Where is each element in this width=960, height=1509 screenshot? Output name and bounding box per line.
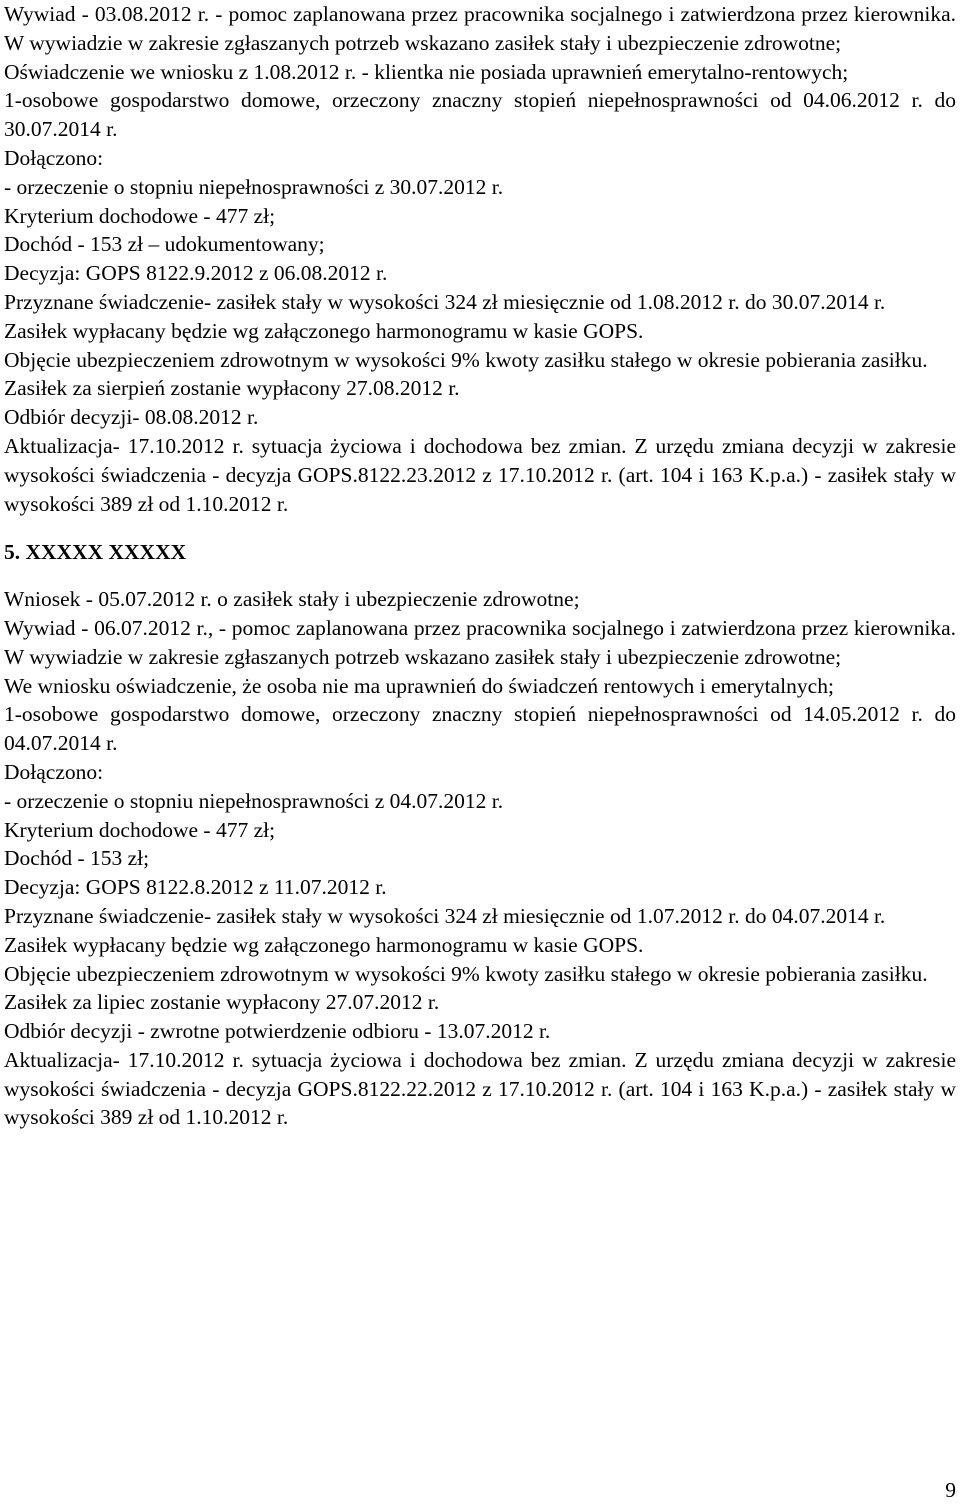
paragraph-income: Dochód - 153 zł; bbox=[4, 846, 150, 871]
paragraph-health-insurance: Objęcie ubezpieczeniem zdrowotnym w wysokości 9% kwoty zasiłku stałego w okresie pobierania zasiłku. bbox=[4, 347, 928, 372]
paragraph-interview: Wywiad - 06.07.2012 r., - pomoc zaplanowana przez pracownika socjalnego i zatwierdzona przez kierownika. W wywiadzie w zakresie zgłaszanych potrzeb wskazano zasiłek stały i ubezpieczenie zdrowotne; bbox=[4, 615, 956, 669]
paragraph-health-insurance: Objęcie ubezpieczeniem zdrowotnym w wysokości 9% kwoty zasiłku stałego w okresie pobierania zasiłku. bbox=[4, 961, 928, 986]
paragraph-update: Aktualizacja- 17.10.2012 r. sytuacja życiowa i dochodowa bez zmian. Z urzędu zmiana decyzji w zakresie wysokości świadczenia - decyzja GOPS.8122.22.2012 z 17.10.2012 r. (art. 104 i 163 K.p.a.) - zasiłek stały w wysokości 389 zł od 1.10.2012 r. bbox=[4, 1047, 956, 1130]
paragraph-household: 1-osobowe gospodarstwo domowe, orzeczony znaczny stopień niepełnosprawności od 14.05.2012 r. do 04.07.2014 r. bbox=[4, 702, 956, 756]
paragraph-statement: We wniosku oświadczenie, że osoba nie ma uprawnień do świadczeń rentowych i emerytalnych; bbox=[4, 673, 834, 698]
paragraph-attached-item: - orzeczenie o stopniu niepełnosprawności z 04.07.2012 r. bbox=[4, 788, 504, 813]
paragraph-household: 1-osobowe gospodarstwo domowe, orzeczony znaczny stopień niepełnosprawności od 04.06.2012 r. do 30.07.2014 r. bbox=[4, 88, 956, 142]
section-case-5 bbox=[4, 585, 956, 1132]
paragraph-attached-label: Dołączono: bbox=[4, 759, 104, 784]
document-page bbox=[4, 0, 956, 1132]
paragraph-decision-receipt: Odbiór decyzji - zwrotne potwierdzenie odbioru - 13.07.2012 r. bbox=[4, 1019, 551, 1044]
paragraph-granted-benefit: Przyznane świadczenie- zasiłek stały w wysokości 324 zł miesięcznie od 1.07.2012 r. do 04.07.2014 r. bbox=[4, 903, 886, 928]
paragraph-decision: Decyzja: GOPS 8122.9.2012 z 06.08.2012 r. bbox=[4, 261, 388, 286]
page-number: 9 bbox=[945, 1478, 956, 1502]
section-case-4-continuation bbox=[4, 0, 956, 518]
paragraph-income-criterion: Kryterium dochodowe - 477 zł; bbox=[4, 203, 276, 228]
paragraph-decision-receipt: Odbiór decyzji- 08.08.2012 r. bbox=[4, 405, 259, 430]
paragraph-attached-item: - orzeczenie o stopniu niepełnosprawności z 30.07.2012 r. bbox=[4, 174, 504, 199]
paragraph-update: Aktualizacja- 17.10.2012 r. sytuacja życiowa i dochodowa bez zmian. Z urzędu zmiana decyzji w zakresie wysokości świadczenia - decyzja GOPS.8122.23.2012 z 17.10.2012 r. (art. 104 i 163 K.p.a.) - zasiłek stały w wysokości 389 zł od 1.10.2012 r. bbox=[4, 433, 956, 516]
paragraph-decision: Decyzja: GOPS 8122.8.2012 z 11.07.2012 r. bbox=[4, 875, 387, 900]
paragraph-payment-date: Zasiłek za sierpień zostanie wypłacony 27.08.2012 r. bbox=[4, 376, 460, 401]
paragraph-statement: Oświadczenie we wniosku z 1.08.2012 r. - klientka nie posiada uprawnień emerytalno-rentowych; bbox=[4, 59, 849, 84]
paragraph-granted-benefit: Przyznane świadczenie- zasiłek stały w wysokości 324 zł miesięcznie od 1.08.2012 r. do 30.07.2014 r. bbox=[4, 289, 886, 314]
paragraph-income-criterion: Kryterium dochodowe - 477 zł; bbox=[4, 817, 276, 842]
section-heading-case-5: 5. XXXXX XXXXX bbox=[4, 540, 187, 565]
paragraph-income: Dochód - 153 zł – udokumentowany; bbox=[4, 232, 325, 257]
paragraph-payment-schedule: Zasiłek wypłacany będzie wg załączonego harmonogramu w kasie GOPS. bbox=[4, 318, 644, 343]
paragraph-attached-label: Dołączono: bbox=[4, 145, 104, 170]
paragraph-interview: Wywiad - 03.08.2012 r. - pomoc zaplanowana przez pracownika socjalnego i zatwierdzona przez kierownika. W wywiadzie w zakresie zgłaszanych potrzeb wskazano zasiłek stały i ubezpieczenie zdrowotne; bbox=[4, 2, 956, 55]
paragraph-payment-date: Zasiłek za lipiec zostanie wypłacony 27.07.2012 r. bbox=[4, 990, 440, 1015]
paragraph-application: Wniosek - 05.07.2012 r. o zasiłek stały i ubezpieczenie zdrowotne; bbox=[4, 587, 580, 612]
paragraph-payment-schedule: Zasiłek wypłacany będzie wg załączonego harmonogramu w kasie GOPS. bbox=[4, 932, 644, 957]
